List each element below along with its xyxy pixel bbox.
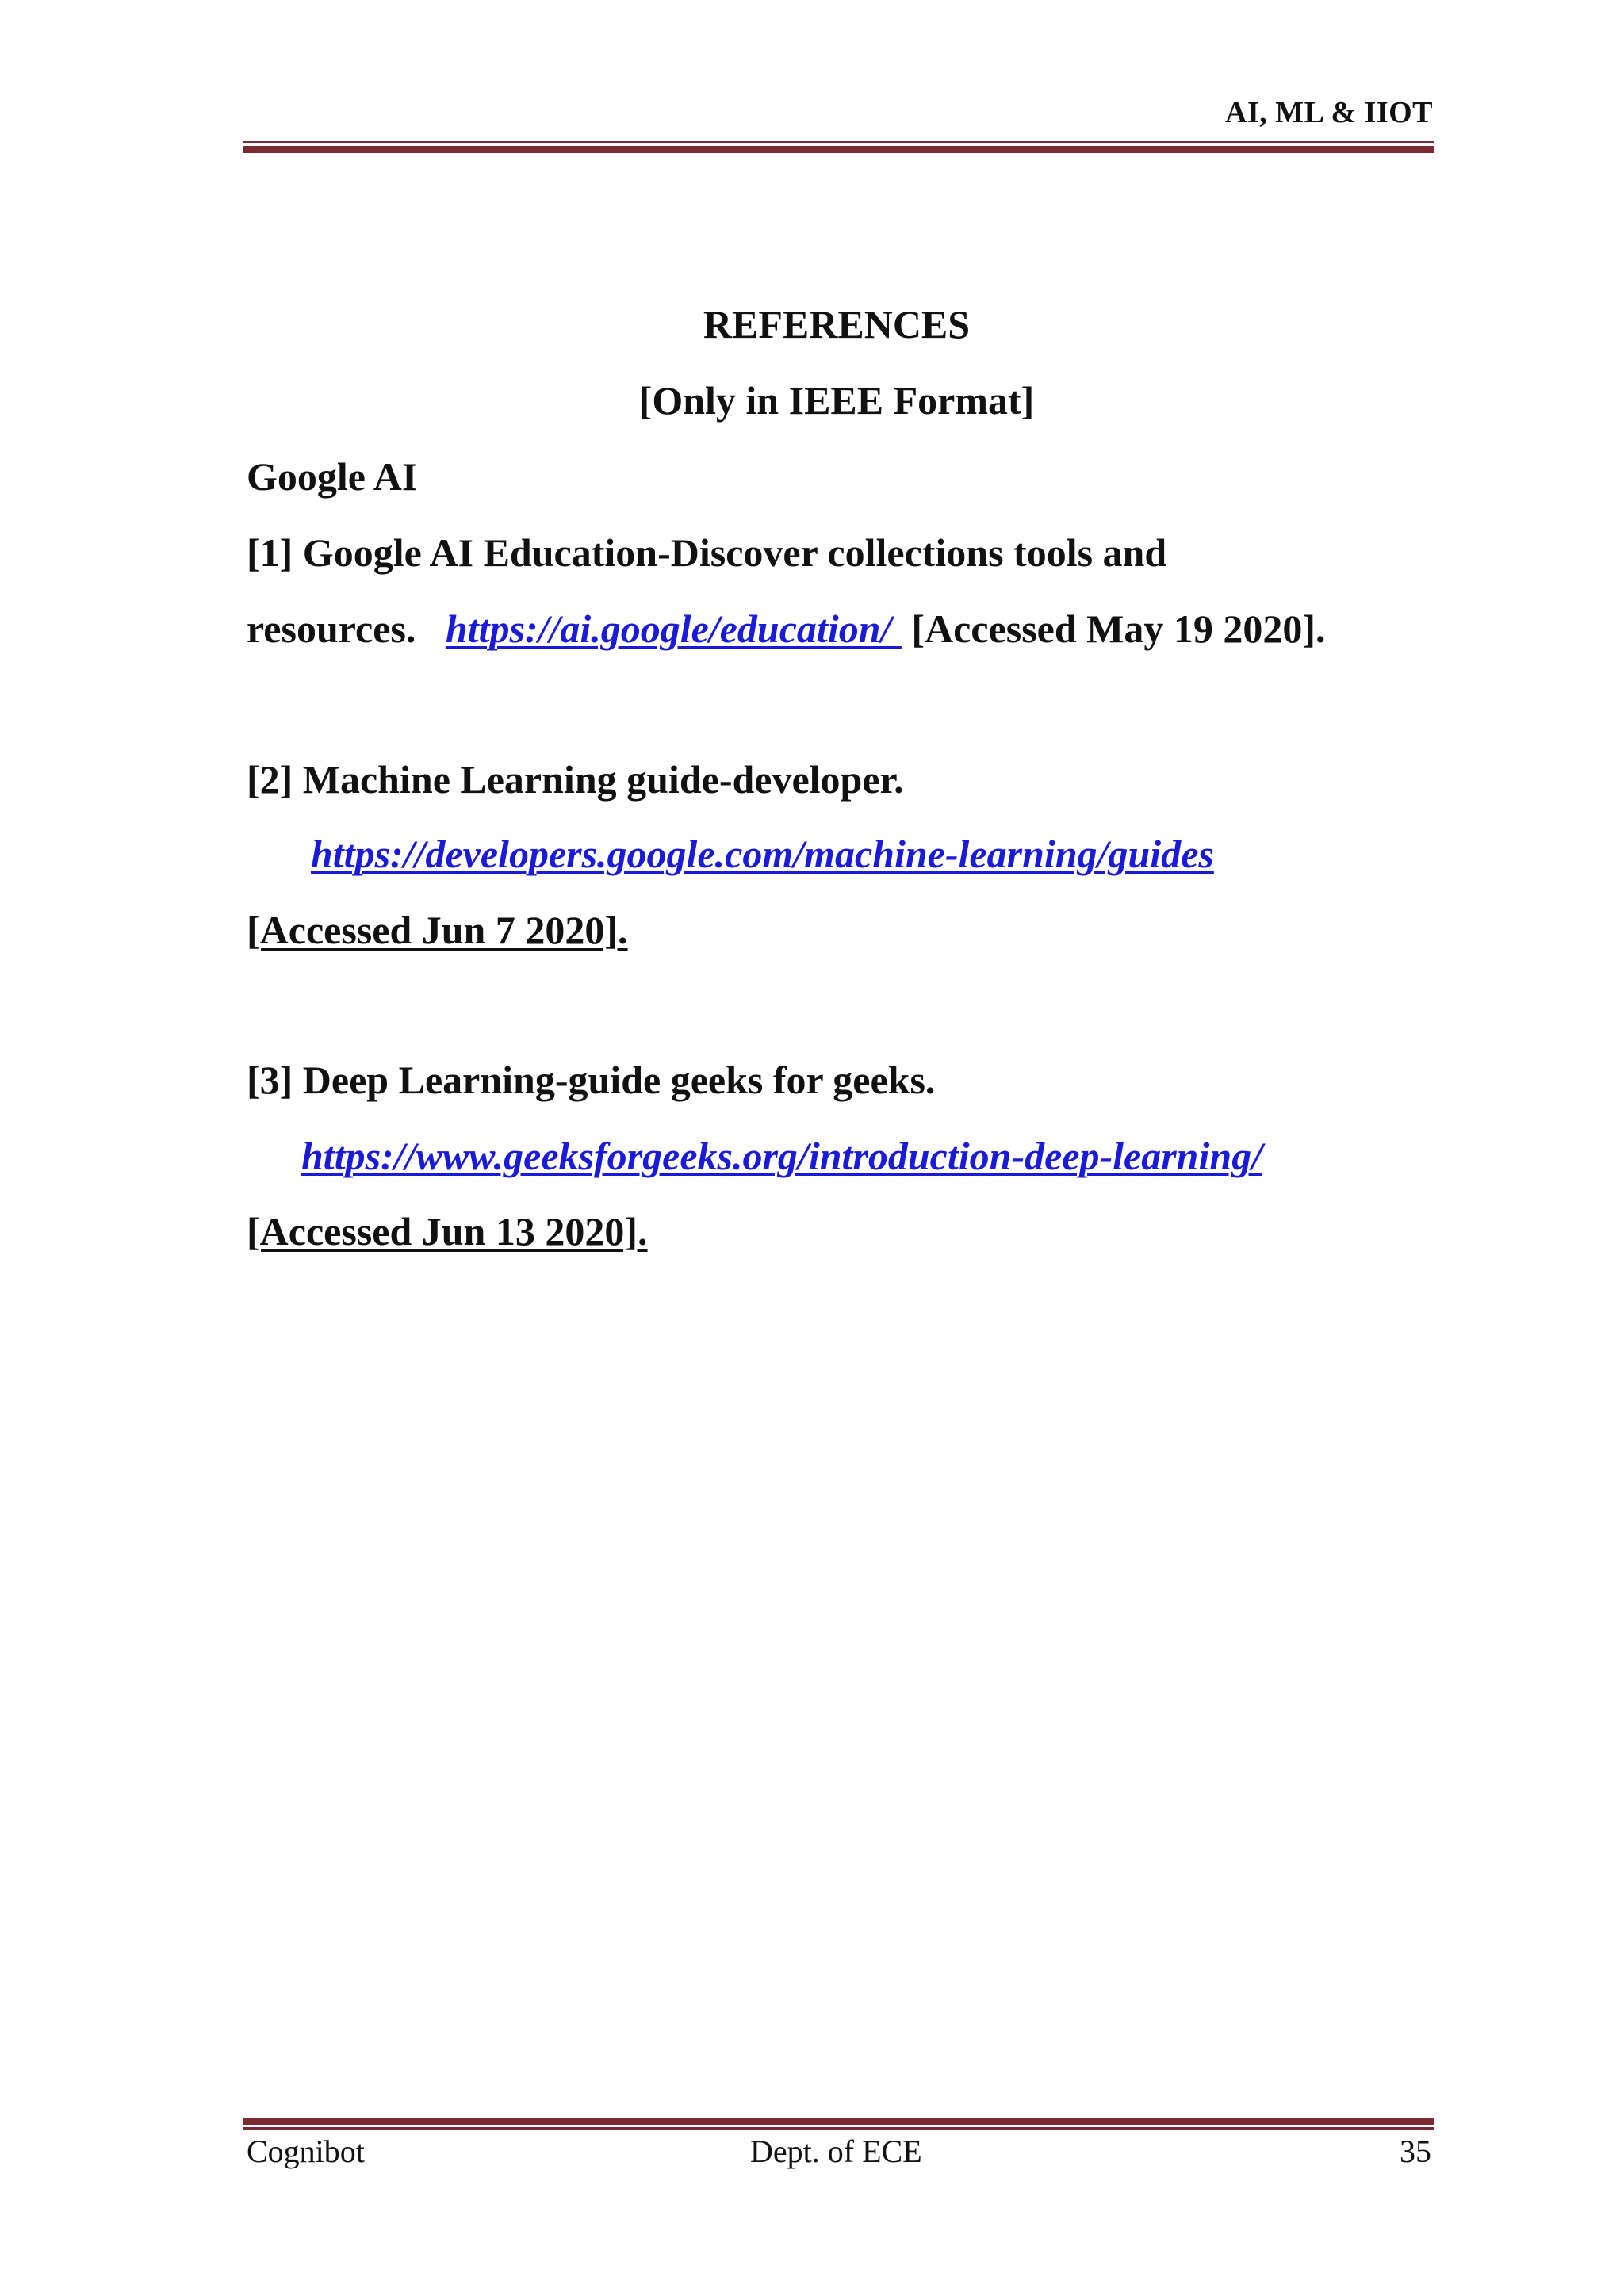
reference-2-link[interactable]: https://developers.google.com/machine-learning/guides: [311, 832, 1214, 876]
reference-1-link[interactable]: https://ai.google/education/: [445, 607, 902, 651]
reference-1-prefix: resources.: [247, 607, 436, 651]
format-note: [Only in IEEE Format]: [638, 378, 1035, 423]
reference-2-title: [2] Machine Learning guide-developer.: [247, 757, 904, 802]
reference-2-accessed: [Accessed Jun 7 2020].: [247, 908, 628, 952]
section-title: Google AI: [247, 454, 418, 499]
reference-3-title: [3] Deep Learning-guide geeks for geeks.: [247, 1058, 936, 1102]
running-header: AI, ML & IIOT: [1225, 96, 1433, 129]
reference-1-title: [1] Google AI Education-Discover collections tools and: [247, 530, 1167, 575]
reference-3-link[interactable]: https://www.geeksforgeeks.org/introduction-deep-learning/: [301, 1134, 1263, 1178]
footer-project-name: Cognibot: [247, 2133, 365, 2169]
footer-department: Dept. of ECE: [750, 2133, 922, 2169]
reference-1-source: [247, 606, 1326, 652]
page-number: 35: [1400, 2133, 1431, 2169]
references-heading: REFERENCES: [703, 302, 971, 346]
header-rule: [243, 141, 1434, 153]
reference-1-accessed: [Accessed May 19 2020].: [911, 607, 1326, 651]
footer-rule: [243, 2118, 1434, 2130]
reference-3-accessed: [Accessed Jun 13 2020].: [247, 1209, 648, 1253]
